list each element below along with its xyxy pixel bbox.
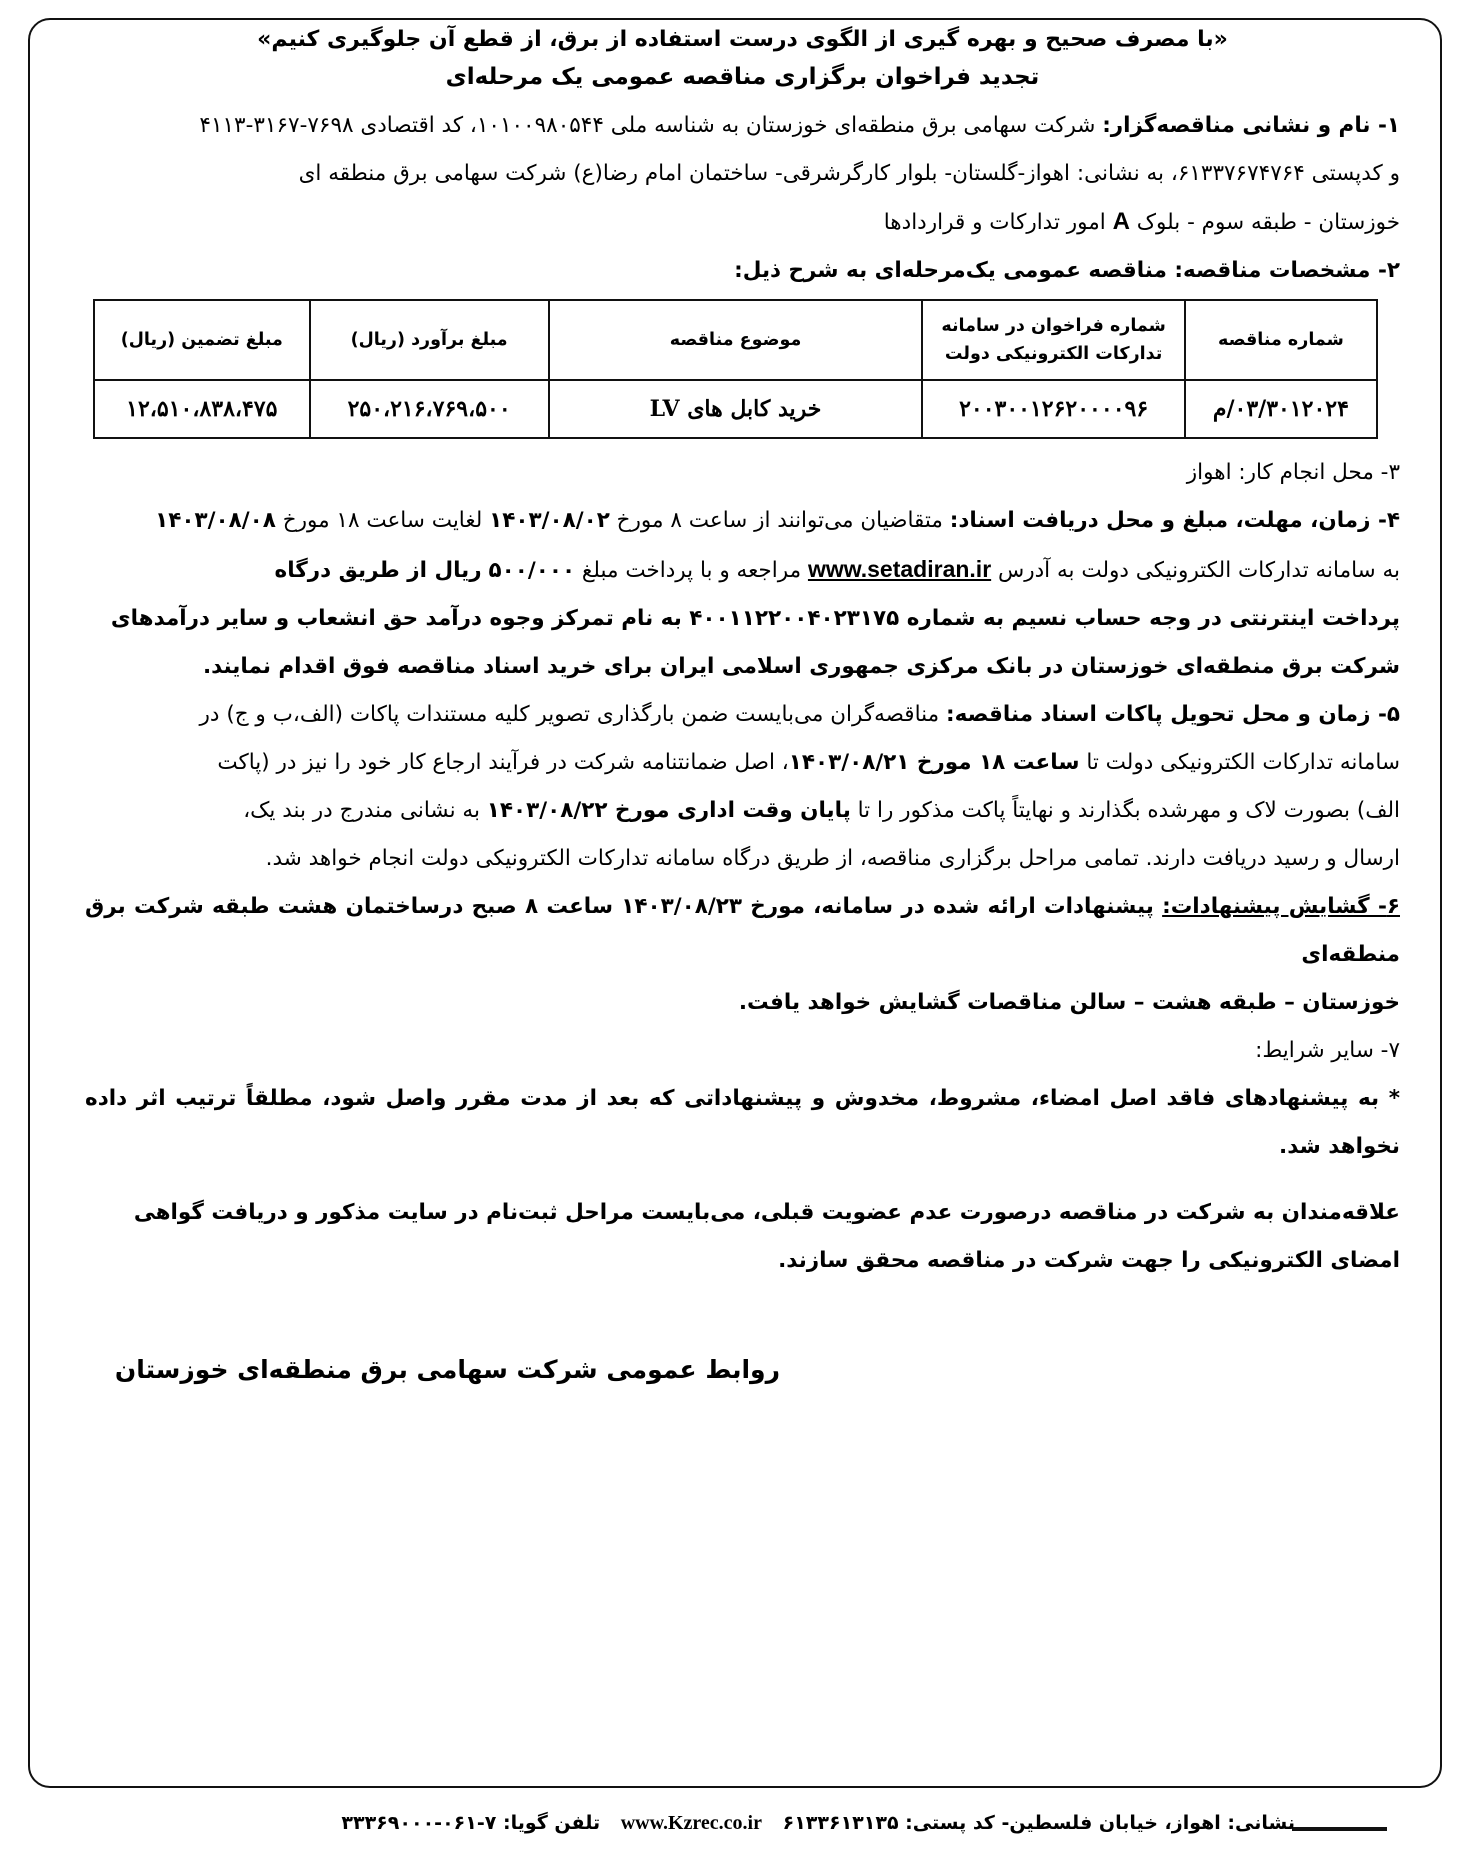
section6-line2: خوزستان – طبقه هشت – سالن مناقصات گشایش خواهد یافت. xyxy=(738,990,1400,1015)
section1-heading: ۱- نام و نشانی مناقصه‌گزار: xyxy=(1102,113,1400,138)
section4-heading: ۴- زمان، مهلت، مبلغ و محل دریافت اسناد: xyxy=(949,508,1400,533)
cell-system-call-number: ۲۰۰۳۰۰۱۲۶۲۰۰۰۰۹۶ xyxy=(922,380,1184,438)
section5-text3a: الف) بصورت لاک و مهرشده بگذارند و نهایتاً پاکت مذکور را تا xyxy=(857,798,1400,823)
cell-estimated-amount: ۲۵۰،۲۱۶،۷۶۹،۵۰۰ xyxy=(310,380,549,438)
envelope-deadline: پایان وقت اداری مورخ ۱۴۰۳/۰۸/۲۲ xyxy=(486,798,851,823)
section4-line1 xyxy=(85,497,1400,545)
section5-text2a: سامانه تدارکات الکترونیکی دولت تا xyxy=(1086,750,1400,775)
section1-text1: شرکت سهامی برق منطقه‌ای خوزستان به شناسه ملی ۱۰۱۰۰۹۸۰۵۴۴، کد اقتصادی ۷۶۹۸-۳۱۶۷-۴۱۱۳ xyxy=(199,113,1096,138)
signature: روابط عمومی شرکت سهامی برق منطقه‌ای خوزستان xyxy=(114,1355,780,1384)
col-tender-number: شماره مناقصه xyxy=(1185,300,1377,380)
section1-line3 xyxy=(85,198,1400,247)
block-letter: A xyxy=(1112,208,1130,235)
section1-line1 xyxy=(85,102,1400,150)
section6-text1b: درساختمان هشت طبقه شرکت برق منطقه‌ای xyxy=(85,894,1400,967)
section1-text2: و کدپستی ۶۱۳۳۷۶۷۴۷۶۴، به نشانی: اهواز-گلستان- بلوار کارگرشرقی- ساختمان امام رضا(ع) شرکت سهامی برق منطقه ای xyxy=(298,161,1400,186)
notice-line2: امضای الکترونیکی را جهت شرکت در مناقصه محقق سازند. xyxy=(778,1248,1400,1273)
tender-notice xyxy=(85,22,1400,1384)
section4-line2 xyxy=(85,545,1400,595)
section4-text1b: لغایت ساعت ۱۸ مورخ xyxy=(282,508,483,533)
setadiran-link[interactable]: www.setadiran.ir xyxy=(807,556,992,582)
opening-date: پیشنهادات ارائه شده در سامانه، مورخ ۱۴۰۳/۰۸/۲۳ ساعت ۸ صبح xyxy=(471,894,1154,919)
cell-guarantee-amount: ۱۲،۵۱۰،۸۳۸،۴۷۵ xyxy=(94,380,310,438)
section5-line4: ارسال و رسید دریافت دارند. تمامی مراحل برگزاری مناقصه، از طریق درگاه سامانه تدارکات الکترونیکی دولت انجام خواهد شد. xyxy=(265,846,1400,871)
table-header-row xyxy=(94,300,1377,380)
section5-text2b: ، اصل ضمانتنامه شرکت در فرآیند ارجاع کار خود را نیز در (پاکت xyxy=(217,750,789,775)
section1-text3a: خوزستان - طبقه سوم - بلوک xyxy=(1136,210,1400,235)
section7-heading: ۷- سایر شرایط: xyxy=(1255,1038,1400,1063)
document-fee: ۵۰۰/۰۰۰ xyxy=(488,558,576,583)
section7-bullet: * به پیشنهادهای فاقد اصل امضاء، مشروط، مخدوش و پیشنهاداتی که بعد از مدت مقرر واصل شود، مطلقاً ترتیب اثر داده نخواهد شد. xyxy=(85,1086,1400,1159)
cell-tender-subject: خرید کابل های LV xyxy=(549,380,923,438)
col-system-call-number: شماره فراخوان در سامانه تدارکات الکترونیکی دولت xyxy=(922,300,1184,380)
spec-table-wrap xyxy=(85,299,1400,439)
cell-tender-number: ۰۳/۳۰۱۲۰۲۴/م xyxy=(1185,380,1377,438)
footer-address: نشانی: اهواز، خیابان فلسطین- کد پستی: ۶۱۳۳۶۱۳۱۳۵ xyxy=(782,1812,1295,1834)
spacer xyxy=(85,1171,1400,1189)
section5-line2 xyxy=(85,739,1400,787)
footer-phone: تلفن گویا: ۷-۰۶۱-۳۳۳۶۹۰۰۰ xyxy=(341,1812,601,1834)
section5-line1 xyxy=(85,691,1400,739)
section6-line1 xyxy=(85,883,1400,979)
section1-text3b: امور تدارکات و قراردادها xyxy=(883,210,1106,235)
section4-text2a: به سامانه تدارکات الکترونیکی دولت به آدرس xyxy=(997,558,1400,583)
submission-deadline: ساعت ۱۸ مورخ ۱۴۰۳/۰۸/۲۱ xyxy=(788,750,1080,775)
footer-rule xyxy=(1292,1827,1387,1831)
section5-heading: ۵- زمان و محل تحویل پاکات اسناد مناقصه: xyxy=(945,702,1400,727)
section4-line4: شرکت برق منطقه‌ای خوزستان در بانک مرکزی جمهوری اسلامی ایران برای خرید اسناد مناقصه فوق اقدام نمایند. xyxy=(202,654,1400,679)
tender-spec-table xyxy=(93,299,1378,439)
account-number: ۴۰۰۱۱۲۲۰۰۴۰۲۳۱۷۵ xyxy=(689,606,900,631)
section5-line3 xyxy=(85,787,1400,835)
section3: ۳- محل انجام کار: اهواز xyxy=(1186,460,1400,485)
slogan: «با مصرف صحیح و بهره گیری از الگوی درست استفاده از برق، از قطع آن جلوگیری کنیم» xyxy=(257,27,1228,52)
section1-line2 xyxy=(85,150,1400,198)
section4-line3 xyxy=(85,595,1400,643)
start-date: ۱۴۰۳/۰۸/۰۲ xyxy=(489,508,610,533)
section4-text2b: مراجعه و با پرداخت مبلغ xyxy=(581,558,802,583)
notice-title: تجدید فراخوان برگزاری مناقصه عمومی یک مرحله‌ای xyxy=(445,64,1040,90)
col-estimated-amount: مبلغ برآورد (ریال) xyxy=(310,300,549,380)
section4-text3a: پرداخت اینترنتی در وجه حساب نسیم به شماره xyxy=(906,606,1400,631)
section4-text2c: ریال از طریق درگاه xyxy=(274,558,482,583)
table-row xyxy=(94,380,1377,438)
section4-text3b: به نام تمرکز وجوه درآمد حق انشعاب و سایر درآمدهای xyxy=(110,606,682,631)
col-guarantee-amount: مبلغ تضمین (ریال) xyxy=(94,300,310,380)
footer xyxy=(220,1812,1295,1835)
notice-line1: علاقه‌مندان به شرکت در مناقصه درصورت عدم عضویت قبلی، می‌بایست مراحل ثبت‌نام در سایت مذکور و دریافت گواهی xyxy=(133,1200,1400,1225)
section4-text1a: متقاضیان می‌توانند از ساعت ۸ مورخ xyxy=(616,508,943,533)
section6-heading: ۶- گشایش پیشنهادات: xyxy=(1162,894,1400,919)
section5-text1: مناقصه‌گران می‌بایست ضمن بارگذاری تصویر کلیه مستندات پاکات (الف،ب و ج) در xyxy=(199,702,940,727)
footer-website[interactable]: www.Kzrec.co.ir xyxy=(620,1812,762,1834)
col-tender-subject: موضوع مناقصه xyxy=(549,300,923,380)
section5-text3b: به نشانی مندرج در بند یک، xyxy=(243,798,480,823)
end-date: ۱۴۰۳/۰۸/۰۸ xyxy=(155,508,276,533)
section2-heading: ۲- مشخصات مناقصه: مناقصه عمومی یک‌مرحله‌ای به شرح ذیل: xyxy=(734,258,1400,283)
